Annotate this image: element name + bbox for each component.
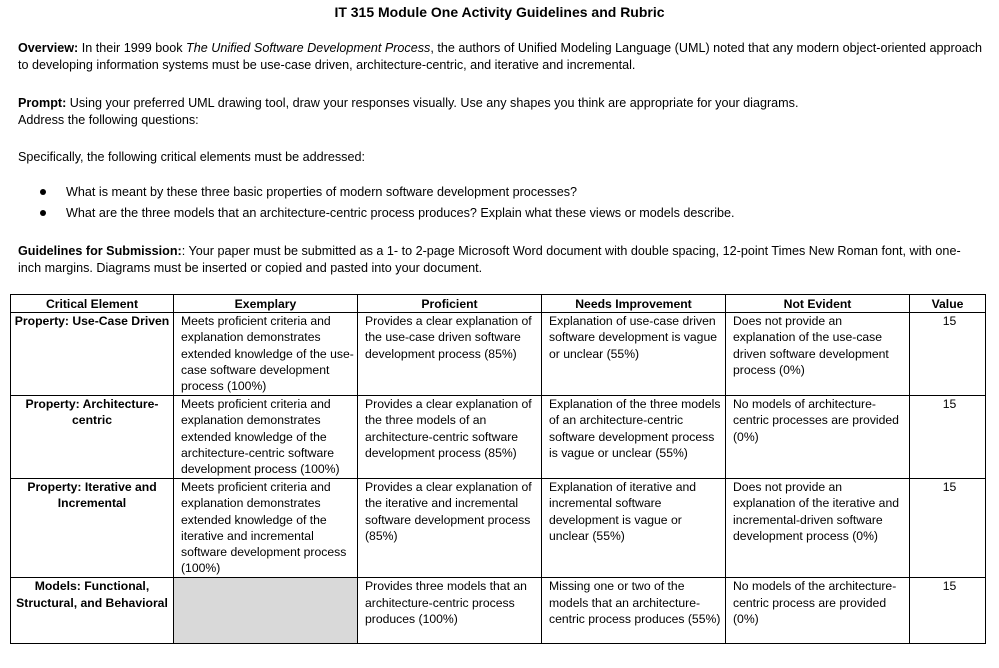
rubric-table xyxy=(10,294,986,644)
proficient-cell: Provides three models that an architecture-centric process produces (100%) xyxy=(358,578,542,644)
bullet-text: What is meant by these three basic properties of modern software development processes? xyxy=(66,185,578,199)
guidelines-paragraph xyxy=(18,243,983,277)
header-not-evident: Not Evident xyxy=(726,295,910,313)
guidelines-text: : Your paper must be submitted as a 1- to 2-page Microsoft Word document with double spacing, 12-point Times New Roman font, with one-inch margins. Diagrams must be inserted or copied and pasted into your document. xyxy=(18,244,961,275)
specifically-paragraph: Specifically, the following critical elements must be addressed: xyxy=(18,150,365,164)
book-title: The Unified Software Development Process xyxy=(186,41,431,55)
prompt-label: Prompt: xyxy=(18,96,67,110)
prompt-text: Using your preferred UML drawing tool, draw your responses visually. Use any shapes you think are appropriate for your diagrams. xyxy=(66,96,799,110)
exemplary-cell: Meets proficient criteria and explanation demonstrates extended knowledge of the architecture-centric software development process (100%) xyxy=(174,396,358,479)
page-title: IT 315 Module One Activity Guidelines and Rubric xyxy=(334,4,665,20)
value-cell: 15 xyxy=(910,578,986,644)
exemplary-cell: Meets proficient criteria and explanation demonstrates extended knowledge of the iterative and incremental software development process (100%) xyxy=(174,479,358,578)
proficient-cell: Provides a clear explanation of the iterative and incremental software development process (85%) xyxy=(358,479,542,578)
header-critical-element: Critical Element xyxy=(11,295,174,313)
not-evident-cell: Does not provide an explanation of the use-case driven software development process (0%) xyxy=(726,313,910,396)
critical-element-cell: Property: Architecture-centric xyxy=(11,396,174,479)
proficient-cell: Provides a clear explanation of the three models of an architecture-centric software development process (85%) xyxy=(358,396,542,479)
models-label: Models: Functional, Structural, and Behavioral xyxy=(16,579,168,610)
critical-element-cell xyxy=(11,578,174,644)
bullet-icon xyxy=(40,189,46,195)
prompt-paragraph xyxy=(18,95,983,129)
overview-paragraph xyxy=(18,40,983,74)
header-value: Value xyxy=(910,295,986,313)
table-row xyxy=(11,396,986,479)
guidelines-label: Guidelines for Submission: xyxy=(18,244,182,258)
value-cell: 15 xyxy=(910,313,986,396)
exemplary-cell: Meets proficient criteria and explanation demonstrates extended knowledge of the use-case software development process (100%) xyxy=(174,313,358,396)
critical-element-cell: Property: Use-Case Driven xyxy=(11,313,174,396)
list-item xyxy=(40,205,735,226)
proficient-cell: Provides a clear explanation of the use-case driven software development process (85%) xyxy=(358,313,542,396)
needs-improvement-cell: Missing one or two of the models that an architecture-centric process produces (55%) xyxy=(542,578,726,644)
exemplary-cell-empty xyxy=(174,578,358,644)
header-exemplary: Exemplary xyxy=(174,295,358,313)
critical-element-cell: Property: Iterative and Incremental xyxy=(11,479,174,578)
value-cell: 15 xyxy=(910,479,986,578)
overview-label: Overview: xyxy=(18,41,79,55)
header-proficient: Proficient xyxy=(358,295,542,313)
bullet-text: What are the three models that an architecture-centric process produces? Explain what these views or models describe. xyxy=(66,206,735,220)
value-cell: 15 xyxy=(910,396,986,479)
prompt-line2: Address the following questions: xyxy=(18,113,199,127)
bullet-icon xyxy=(40,210,46,216)
table-row xyxy=(11,479,986,578)
table-header-row xyxy=(11,295,986,313)
critical-elements-list xyxy=(40,184,735,226)
not-evident-cell: No models of architecture-centric processes are provided (0%) xyxy=(726,396,910,479)
needs-improvement-cell: Explanation of iterative and incremental software development is vague or unclear (55%) xyxy=(542,479,726,578)
not-evident-cell: No models of the architecture-centric process are provided (0%) xyxy=(726,578,910,644)
table-row xyxy=(11,313,986,396)
table-row xyxy=(11,578,986,644)
needs-improvement-cell: Explanation of use-case driven software development is vague or unclear (55%) xyxy=(542,313,726,396)
overview-text-after: , the authors of Unified Modeling Language (UML) noted that any modern object-oriented approach to developing information systems must be use-case driven, architecture-centric, and iterative and incremental. xyxy=(18,41,982,72)
needs-improvement-cell: Explanation of the three models of an architecture-centric software development process is vague or unclear (55%) xyxy=(542,396,726,479)
list-item xyxy=(40,184,735,205)
header-needs-improvement: Needs Improvement xyxy=(542,295,726,313)
not-evident-cell: Does not provide an explanation of the iterative and incremental-driven software development process (0%) xyxy=(726,479,910,578)
overview-text-before: In their 1999 book xyxy=(78,41,187,55)
